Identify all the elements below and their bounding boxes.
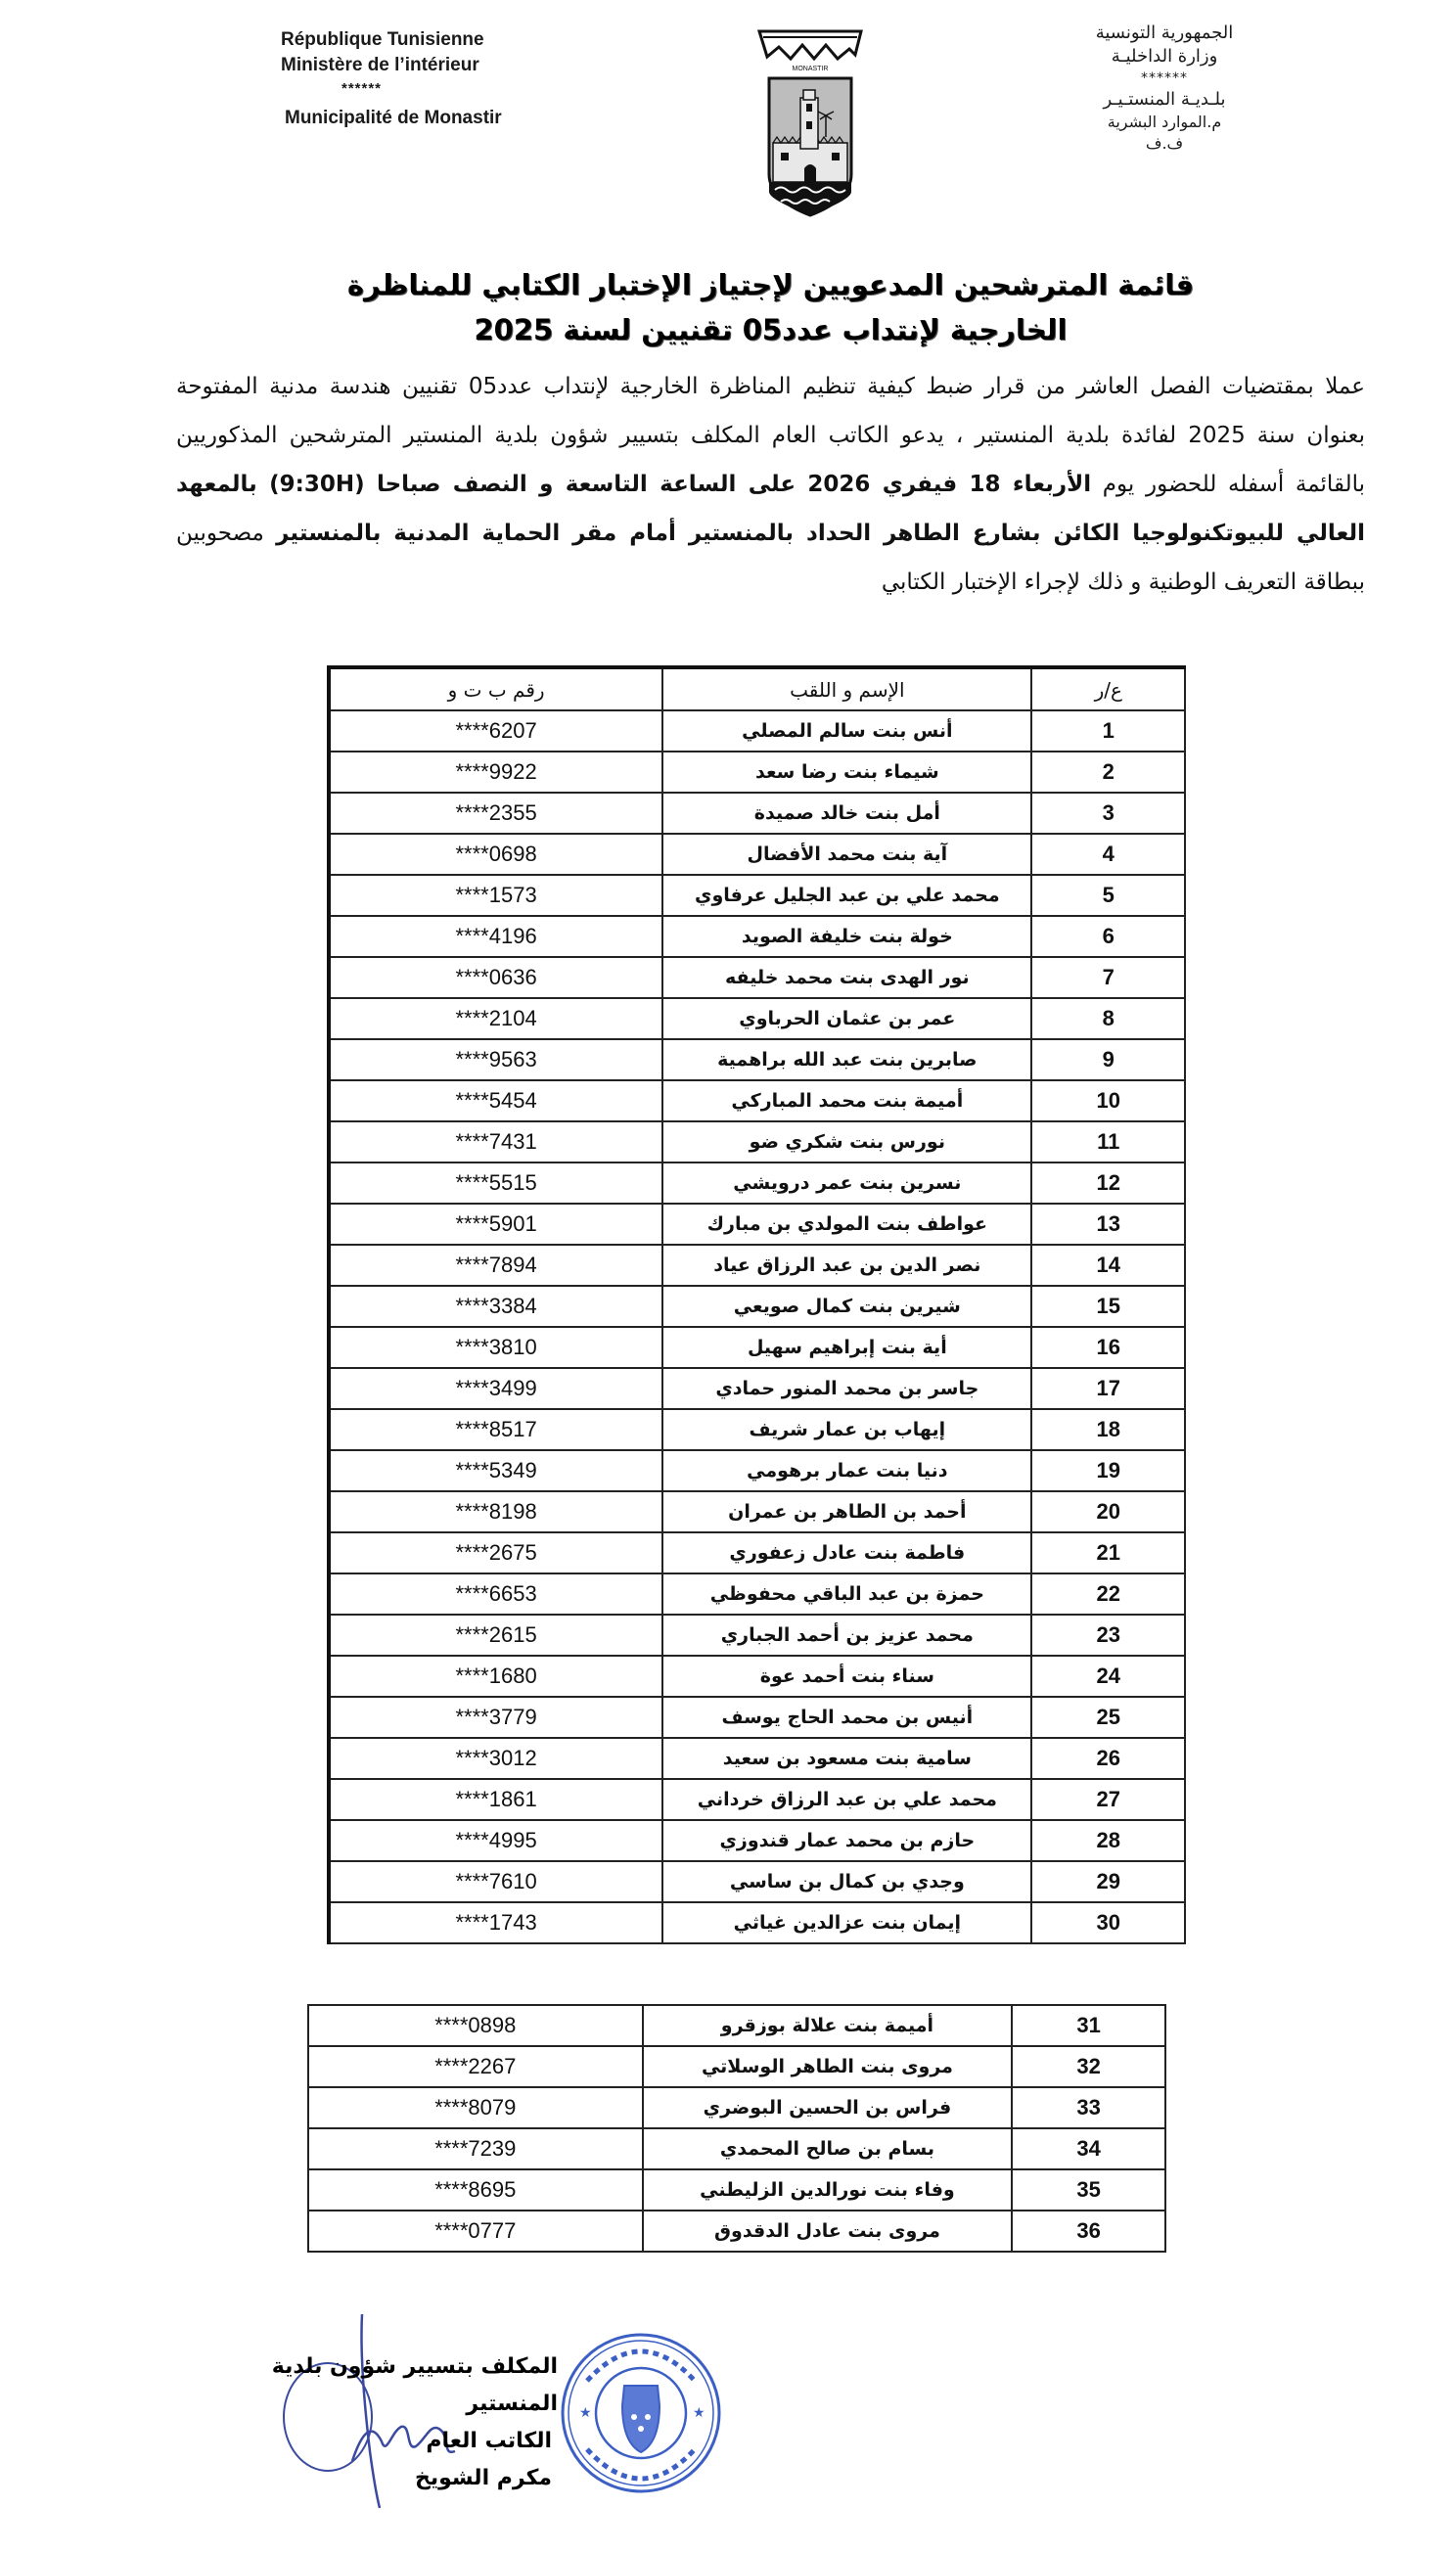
row-number: 21 xyxy=(1031,1532,1185,1573)
candidate-name: أنس بنت سالم المصلي xyxy=(662,710,1031,752)
table-row xyxy=(329,1450,1185,1491)
candidate-name: دنيا بنت عمار برهومي xyxy=(662,1450,1031,1491)
candidate-id: ****5515 xyxy=(329,1163,662,1204)
candidate-id: ****5349 xyxy=(329,1450,662,1491)
candidate-id: ****6207 xyxy=(329,710,662,752)
row-number: 33 xyxy=(1012,2087,1165,2128)
table-header-row xyxy=(329,667,1185,710)
candidate-name: أية بنت إبراهيم سهيل xyxy=(662,1327,1031,1368)
candidate-name: أميمة بنت محمد المباركي xyxy=(662,1080,1031,1121)
invitation-paragraph xyxy=(176,362,1365,607)
row-number: 11 xyxy=(1031,1121,1185,1163)
candidate-name: صابرين بنت عبد الله براهمية xyxy=(662,1039,1031,1080)
table-row xyxy=(329,1368,1185,1409)
table-row xyxy=(308,2169,1165,2211)
candidate-id: ****2355 xyxy=(329,793,662,834)
row-number: 27 xyxy=(1031,1779,1185,1820)
candidate-name: فاطمة بنت عادل زعفوري xyxy=(662,1532,1031,1573)
table-row xyxy=(329,1245,1185,1286)
paragraph-date-venue: الأربعاء 18 فيفري 2026 على الساعة التاسعة و النصف صباحا (9:30H) بالمعهد العالي للبيوتكنولوجيا الكائن بشارع الطاهر الحداد بالمنستير أمام مقر الحماية المدنية بالمنستير xyxy=(176,472,1365,546)
header-arabic xyxy=(1057,22,1272,155)
table-row xyxy=(329,1820,1185,1861)
candidate-name: شيماء بنت رضا سعد xyxy=(662,752,1031,793)
document-title xyxy=(176,262,1365,352)
row-number: 34 xyxy=(1012,2128,1165,2169)
candidate-name: خولة بنت خليفة الصويد xyxy=(662,916,1031,957)
signatory-title: المكلف بتسيير شؤون بلدية المنستير xyxy=(271,2354,558,2416)
candidate-id: ****1743 xyxy=(329,1902,662,1943)
row-number: 16 xyxy=(1031,1327,1185,1368)
header-municipality-ar: بلـديـة المنستـيـر xyxy=(1103,89,1226,110)
table-row xyxy=(329,1286,1185,1327)
table-row xyxy=(329,998,1185,1039)
candidate-name: حازم بن محمد عمار قندوزي xyxy=(662,1820,1031,1861)
paragraph-closing: مصحوبين ببطاقة التعريف الوطنية و ذلك لإجراء الإختبار الكتابي xyxy=(176,521,1365,595)
candidate-name: آية بنت محمد الأفضال xyxy=(662,834,1031,875)
row-number: 20 xyxy=(1031,1491,1185,1532)
row-number: 23 xyxy=(1031,1615,1185,1656)
column-header-name: الإسم و اللقب xyxy=(662,667,1031,710)
row-number: 25 xyxy=(1031,1697,1185,1738)
candidate-id: ****9563 xyxy=(329,1039,662,1080)
header-ministry-ar: وزارة الداخليـة xyxy=(1111,46,1218,67)
table-row xyxy=(329,1409,1185,1450)
candidate-id: ****0777 xyxy=(308,2211,643,2252)
table-row xyxy=(329,710,1185,752)
candidate-name: نورس بنت شكري ضو xyxy=(662,1121,1031,1163)
row-number: 32 xyxy=(1012,2046,1165,2087)
row-number: 18 xyxy=(1031,1409,1185,1450)
candidate-name: أميمة بنت علالة بوزقرو xyxy=(643,2005,1013,2046)
candidate-name: حمزة بن عبد الباقي محفوظي xyxy=(662,1573,1031,1615)
candidate-name: إيهاب بن عمار شريف xyxy=(662,1409,1031,1450)
row-number: 14 xyxy=(1031,1245,1185,1286)
candidate-name: إيمان بنت عزالدين غياثي xyxy=(662,1902,1031,1943)
candidate-id: ****7610 xyxy=(329,1861,662,1902)
candidate-id: ****1573 xyxy=(329,875,662,916)
table-row xyxy=(308,2046,1165,2087)
candidate-id: ****2267 xyxy=(308,2046,643,2087)
candidate-id: ****0698 xyxy=(329,834,662,875)
candidate-id: ****9922 xyxy=(329,752,662,793)
candidates-table-continued xyxy=(307,2004,1166,2253)
row-number: 4 xyxy=(1031,834,1185,875)
candidate-name: نور الهدى بنت محمد خليفه xyxy=(662,957,1031,998)
row-number: 9 xyxy=(1031,1039,1185,1080)
row-number: 10 xyxy=(1031,1080,1185,1121)
candidate-name: عواطف بنت المولدي بن مبارك xyxy=(662,1204,1031,1245)
table-row xyxy=(329,1902,1185,1943)
candidate-name: وجدي بن كمال بن ساسي xyxy=(662,1861,1031,1902)
row-number: 28 xyxy=(1031,1820,1185,1861)
row-number: 19 xyxy=(1031,1450,1185,1491)
candidate-id: ****4995 xyxy=(329,1820,662,1861)
row-number: 5 xyxy=(1031,875,1185,916)
municipal-stamp-icon xyxy=(558,2327,724,2498)
row-number: 15 xyxy=(1031,1286,1185,1327)
row-number: 6 xyxy=(1031,916,1185,957)
row-number: 35 xyxy=(1012,2169,1165,2211)
header-ministry: Ministère de l’intérieur xyxy=(281,55,479,75)
candidate-id: ****0636 xyxy=(329,957,662,998)
candidate-id: ****2104 xyxy=(329,998,662,1039)
signatory-role: الكاتب العام xyxy=(426,2429,552,2453)
table-row xyxy=(329,1615,1185,1656)
candidate-name: فراس بن الحسين البوضري xyxy=(643,2087,1013,2128)
row-number: 36 xyxy=(1012,2211,1165,2252)
svg-text:★: ★ xyxy=(579,2405,592,2421)
candidate-name: محمد عزيز بن أحمد الجباري xyxy=(662,1615,1031,1656)
table-row xyxy=(329,1163,1185,1204)
candidate-name: عمر بن عثمان الحرباوي xyxy=(662,998,1031,1039)
candidate-id: ****3012 xyxy=(329,1738,662,1779)
candidate-id: ****8695 xyxy=(308,2169,643,2211)
table-row xyxy=(329,1861,1185,1902)
candidate-id: ****2615 xyxy=(329,1615,662,1656)
row-number: 17 xyxy=(1031,1368,1185,1409)
candidates-table xyxy=(327,665,1186,1944)
candidate-id: ****3810 xyxy=(329,1327,662,1368)
header-stars-ar: ****** xyxy=(1141,70,1188,86)
candidate-id: ****8517 xyxy=(329,1409,662,1450)
row-number: 2 xyxy=(1031,752,1185,793)
candidate-id: ****3779 xyxy=(329,1697,662,1738)
signature-block xyxy=(196,2348,558,2497)
candidate-name: شيرين بنت كمال صويعي xyxy=(662,1286,1031,1327)
row-number: 7 xyxy=(1031,957,1185,998)
candidate-name: محمد علي بن عبد الرزاق خرداني xyxy=(662,1779,1031,1820)
candidate-id: ****7431 xyxy=(329,1121,662,1163)
candidate-name: نسرين بنت عمر درويشي xyxy=(662,1163,1031,1204)
candidate-id: ****4196 xyxy=(329,916,662,957)
column-header-number: ع/ر xyxy=(1031,667,1185,710)
candidate-name: مروى بنت عادل الدقدوق xyxy=(643,2211,1013,2252)
row-number: 31 xyxy=(1012,2005,1165,2046)
candidate-id: ****2675 xyxy=(329,1532,662,1573)
candidate-id: ****8079 xyxy=(308,2087,643,2128)
table-row xyxy=(329,1656,1185,1697)
candidate-id: ****7894 xyxy=(329,1245,662,1286)
title-line-2: الخارجية لإنتداب عدد05 تقنيين لسنة 2025 xyxy=(474,313,1068,346)
table-row xyxy=(329,1080,1185,1121)
candidate-id: ****3499 xyxy=(329,1368,662,1409)
header-municipality: Municipalité de Monastir xyxy=(285,108,502,128)
candidate-name: أحمد بن الطاهر بن عمران xyxy=(662,1491,1031,1532)
header-hr-department: م.الموارد البشرية xyxy=(1107,113,1222,131)
table-row xyxy=(329,1039,1185,1080)
table-row xyxy=(329,957,1185,998)
candidate-name: مروى بنت الطاهر الوسلاتي xyxy=(643,2046,1013,2087)
candidate-id: ****3384 xyxy=(329,1286,662,1327)
candidate-name: أمل بنت خالد صميدة xyxy=(662,793,1031,834)
table-row xyxy=(308,2087,1165,2128)
table-row xyxy=(308,2211,1165,2252)
table-row xyxy=(329,1491,1185,1532)
candidate-id: ****5454 xyxy=(329,1080,662,1121)
table-row xyxy=(329,1779,1185,1820)
candidate-id: ****0898 xyxy=(308,2005,643,2046)
column-header-id: رقم ب ت و xyxy=(329,667,662,710)
candidate-id: ****8198 xyxy=(329,1491,662,1532)
candidate-id: ****7239 xyxy=(308,2128,643,2169)
candidate-name: جاسر بن محمد المنور حمادي xyxy=(662,1368,1031,1409)
candidate-name: محمد علي بن عبد الجليل عرفاوي xyxy=(662,875,1031,916)
svg-text:★: ★ xyxy=(693,2405,705,2421)
table-row xyxy=(329,834,1185,875)
row-number: 24 xyxy=(1031,1656,1185,1697)
candidate-id: ****6653 xyxy=(329,1573,662,1615)
table-row xyxy=(329,1573,1185,1615)
header-stars: ****** xyxy=(341,80,383,97)
header-republic-ar: الجمهورية التونسية xyxy=(1095,23,1234,43)
row-number: 26 xyxy=(1031,1738,1185,1779)
table-row xyxy=(308,2005,1165,2046)
row-number: 13 xyxy=(1031,1204,1185,1245)
table-row xyxy=(329,1204,1185,1245)
candidate-name: سامية بنت مسعود بن سعيد xyxy=(662,1738,1031,1779)
candidate-id: ****5901 xyxy=(329,1204,662,1245)
table-row xyxy=(329,1697,1185,1738)
header-republic: République Tunisienne xyxy=(281,29,484,50)
table-row xyxy=(329,1327,1185,1368)
row-number: 3 xyxy=(1031,793,1185,834)
candidate-id: ****1680 xyxy=(329,1656,662,1697)
row-number: 22 xyxy=(1031,1573,1185,1615)
paragraph-intro: عملا بمقتضيات الفصل العاشر من قرار ضبط كيفية تنظيم المناظرة الخارجية لإنتداب عدد05 تقنيين هندسة مدنية المفتوحة بعنوان سنة 2025 لفائدة بلدية المنستير ، يدعو الكاتب العام المكلف بتسيير شؤون بلدية المنستير المترشحين المذكوريين بالقائمة أسفله للحضور يوم xyxy=(176,374,1366,497)
table-row xyxy=(329,1532,1185,1573)
candidate-name: أنيس بن محمد الحاج يوسف xyxy=(662,1697,1031,1738)
table-row xyxy=(329,752,1185,793)
logo-caption: MONASTIR xyxy=(792,66,829,72)
candidate-name: وفاء بنت نورالدين الزليطني xyxy=(643,2169,1013,2211)
table-row xyxy=(329,875,1185,916)
candidate-name: بسام بن صالح المحمدي xyxy=(643,2128,1013,2169)
candidate-id: ****1861 xyxy=(329,1779,662,1820)
candidate-name: نصر الدين بن عبد الرزاق عياد xyxy=(662,1245,1031,1286)
table-row xyxy=(329,1121,1185,1163)
row-number: 12 xyxy=(1031,1163,1185,1204)
header-french xyxy=(281,27,574,131)
table-row xyxy=(329,916,1185,957)
table-row xyxy=(329,1738,1185,1779)
candidate-name: سناء بنت أحمد عوة xyxy=(662,1656,1031,1697)
row-number: 8 xyxy=(1031,998,1185,1039)
monastir-coat-of-arms-icon xyxy=(755,27,865,219)
row-number: 30 xyxy=(1031,1902,1185,1943)
table-row xyxy=(308,2128,1165,2169)
row-number: 1 xyxy=(1031,710,1185,752)
title-line-1: قائمة المترشحين المدعويين لإجتياز الإختبار الكتابي للمناظرة xyxy=(346,268,1195,301)
header-reference: ف.ف xyxy=(1145,134,1184,153)
row-number: 29 xyxy=(1031,1861,1185,1902)
signatory-name: مكرم الشويخ xyxy=(415,2466,552,2490)
table-row xyxy=(329,793,1185,834)
